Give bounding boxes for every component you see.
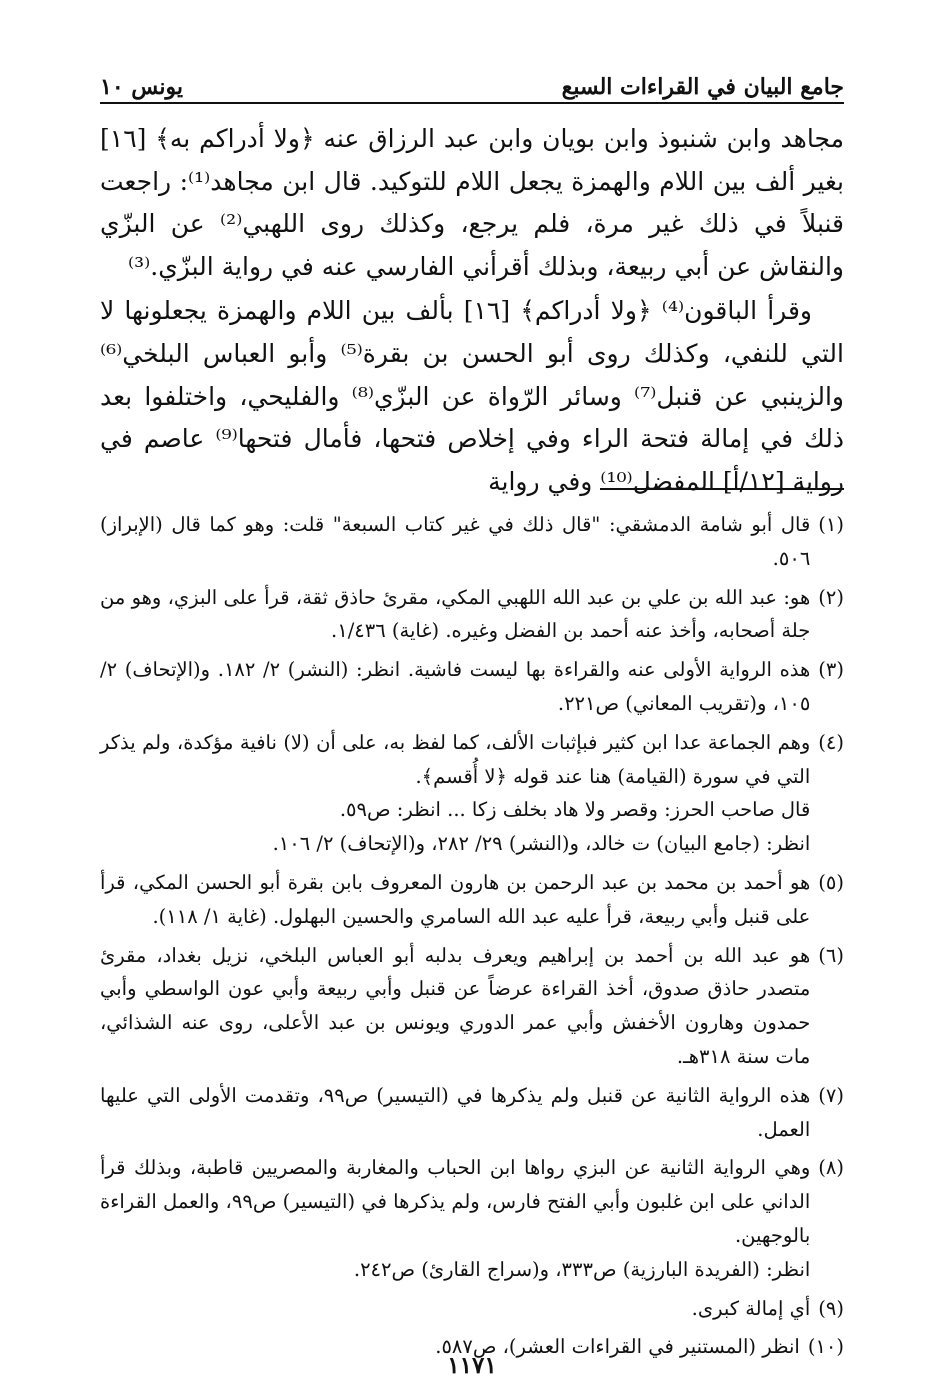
footnote-line: قال صاحب الحرز: وقصر ولا هاد بخلف زكا ... انظر: ص٥٩. <box>339 798 811 822</box>
footnote-line: هو عبد الله بن أحمد بن إبراهيم ويعرف بدلبه أبو العباس البلخي، نزيل بغداد، مقرئ متصدر حاذق صدوق، أخذ القراءة عرضاً عن قنبل وأبي ربيعة وأبي عون الواسطي وأبي حمدون وهارون الأخفش وأبي عمر الدوري ويونس بن عبد الأعلى، روى عنه الشذائي، مات سنة ٣١٨هـ. <box>100 943 811 1068</box>
footnotes <box>100 508 844 1369</box>
footnote-number: (١٠) <box>807 1335 844 1359</box>
footnote-line: هو أحمد بن محمد بن عبد الرحمن بن هارون المعروف بابن بقرة أبو الحسن المكي، قرأ على قنبل وأبي ربيعة، قرأ عليه عبد الله السامري والحسين البهلول. (غاية ١/ ١١٨). <box>100 870 811 928</box>
footnote-line: وهي الرواية الثانية عن البزي رواها ابن الحباب والمغاربة والمصريين قاطبة، وبذلك قرأ الداني على ابن غلبون وأبي الفتح فارس، ولم يذكرها في (التيسير) ص٩٩، والعمل القراءة بالوجهين. <box>100 1156 811 1247</box>
page-number: ١١٧١ <box>447 1352 497 1379</box>
main-text <box>100 118 844 503</box>
footnote-text <box>100 726 810 861</box>
footnote <box>100 1079 844 1147</box>
footnote-text <box>100 939 810 1074</box>
footnote-divider <box>600 488 844 490</box>
running-header <box>100 60 844 104</box>
book-title: جامع البيان في القراءات السبع <box>561 74 844 100</box>
footnote-number: (٦) <box>818 943 844 967</box>
section-label: يونس ١٠ <box>100 74 183 100</box>
footnote-text <box>100 1292 810 1326</box>
footnote-number: (٤) <box>818 730 844 754</box>
footnote-line: هذه الرواية الثانية عن قنبل ولم يذكرها في (التيسير) ص٩٩، وتقدمت الأولى التي عليها العمل. <box>100 1083 811 1141</box>
footnote-line: أي إمالة كبرى. <box>691 1296 811 1320</box>
footnote-line: انظر (المستنير في القراءات العشر)، ص٥٨٧. <box>435 1335 800 1359</box>
footnote <box>100 939 844 1074</box>
footnote <box>100 726 844 861</box>
footnote-line: قال أبو شامة الدمشقي: "قال ذلك في غير كتاب السبعة" قلت: وهو كما قال (الإبراز) ٥٠٦. <box>100 513 811 570</box>
footnote-text <box>100 508 810 576</box>
footnote-number: (٢) <box>818 585 844 609</box>
footnote-number: (١) <box>818 513 844 536</box>
footnote <box>100 653 844 721</box>
footnote-number: (٧) <box>818 1083 844 1107</box>
footnote <box>100 1292 844 1326</box>
footnote-text <box>100 1151 810 1286</box>
footnote-line: انظر: (جامع البيان) ت خالد، و(النشر) ٢٩/ ٢٨٢، و(الإتحاف) ٢/ ١٠٦. <box>272 832 811 856</box>
footnote-number: (٨) <box>818 1156 844 1180</box>
footnote-line: انظر: (الفريدة البارزية) ص٣٣٣، و(سراج القارئ) ص٢٤٢. <box>353 1257 811 1281</box>
footnote-text <box>100 866 810 934</box>
paragraph-1: مجاهد وابن شنبوذ وابن بويان وابن عبد الرزاق عنه ﴿ولا أدراكم به﴾ [١٦] بغير ألف بين اللام والهمزة يجعل اللام للتوكيد. قال ابن مجاهد⁽¹⁾: راجعت قنبلاً في ذلك غير مرة، فلم يرجع، وكذلك روى اللهبي⁽²⁾ عن البزّي والنقاش عن أبي ربيعة، وبذلك أقرأني الفارسي عنه في رواية البزّي.⁽³⁾ <box>100 124 845 281</box>
footnote-number: (٥) <box>818 870 844 894</box>
footnote <box>100 1151 844 1286</box>
footnote-line: هذه الرواية الأولى عنه والقراءة بها ليست فاشية. انظر: (النشر) ٢/ ١٨٢. و(الإتحاف) ٢/ ١٠٥، و(تقريب المعاني) ص٢٢١. <box>100 658 811 715</box>
footnote-text <box>100 1079 810 1147</box>
footnote <box>100 508 844 576</box>
footnote-text <box>100 581 810 649</box>
footnote <box>100 581 844 649</box>
footnote-line: هو: عبد الله بن علي بن عبد الله اللهبي المكي، مقرئ حاذق ثقة، قرأ على البزي، وهو من جلة أصحابه، وأخذ عنه أحمد بن الفضل وغيره. (غاية) ١/٤٣٦. <box>100 585 811 643</box>
footnote-number: (٩) <box>818 1296 844 1320</box>
footnote-number: (٣) <box>818 658 844 682</box>
footnote-line: وهم الجماعة عدا ابن كثير فبإثبات الألف، كما لفظ به، على أن (لا) نافية مؤكدة، ولم يذكر التي في سورة (القيامة) هنا عند قوله ﴿لا أُقسم﴾. <box>100 730 811 788</box>
footnote <box>100 866 844 934</box>
paragraph-2: وقرأ الباقون⁽⁴⁾ ﴿ولا أدراكم﴾ [١٦] بألف بين اللام والهمزة يجعلونها لا التي للنفي، وكذلك روى أبو الحسن بن بقرة⁽⁵⁾ وأبو العباس البلخي⁽⁶⁾ والزينبي عن قنبل⁽⁷⁾ وسائر الرّواة عن البزّي⁽⁸⁾ والفليحي، واختلفوا بعد ذلك في إمالة فتحة الراء وفي إخلاص فتحها، فأمال فتحها⁽⁹⁾ عاصم في رواية [١٢/أ] المفضل⁽¹⁰⁾ وفي رواية <box>100 296 844 496</box>
footnote-text <box>100 653 810 721</box>
